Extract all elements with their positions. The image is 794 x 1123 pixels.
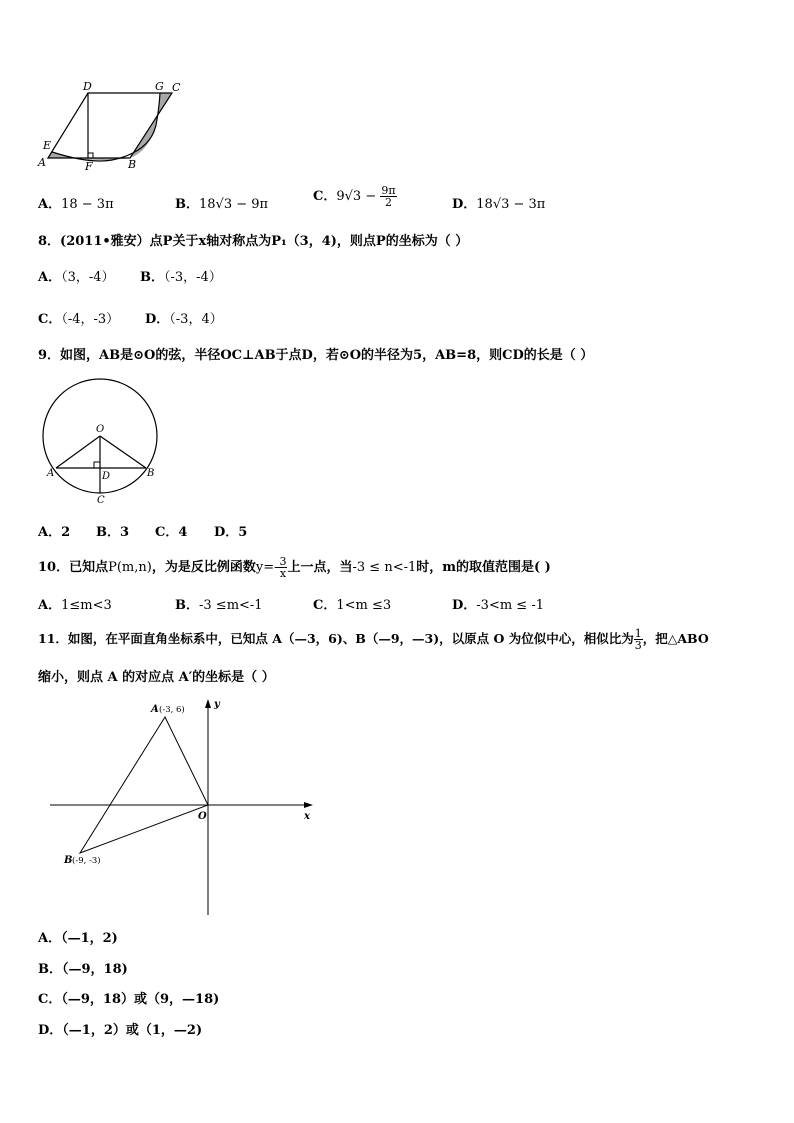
q8-option-c[interactable]: C．（-4，-3）: [38, 312, 120, 327]
label-a: A: [47, 468, 55, 479]
q10-option-a[interactable]: A．1≤m<3: [38, 598, 112, 613]
q8-option-b[interactable]: B．（-3，-4）: [140, 270, 222, 285]
label-a: A: [151, 704, 159, 715]
label-d: D: [83, 80, 92, 93]
q10-option-c[interactable]: C．1<m ≤3: [313, 598, 392, 613]
q9-option-b[interactable]: B．3: [96, 525, 130, 540]
q11-option-c[interactable]: C．（—9，18）或（9，—18): [38, 992, 220, 1007]
label-e: E: [43, 139, 52, 152]
label-o: O: [198, 811, 207, 822]
label-b-coord: (-9, -3): [72, 856, 101, 866]
q9-option-c[interactable]: C．4: [155, 525, 188, 540]
q8-option-a[interactable]: A．（3，-4）: [38, 270, 115, 285]
q7-option-c-fraction: $\frac{9\pi}{2}$: [381, 184, 396, 209]
label-c: C: [97, 495, 105, 506]
q11-option-b[interactable]: B．（—9，18): [38, 962, 128, 977]
label-b: B: [128, 158, 137, 171]
q9-text: 9．如图，AB是⊙O的弦，半径OC⊥AB于点D，若⊙O的半径为5，AB=8，则CD的长是（ ）: [38, 348, 594, 363]
x-axis-arrow: [304, 802, 313, 808]
axis-label-x: x: [304, 811, 310, 822]
q11-text-line1: 11．如图，在平面直角坐标系中，已知点 A（—3，6)、B（—9，—3)，以原点 O 为位似中心，相似比为 $\frac{1}{3}$ ，把△ABO: [38, 627, 709, 652]
label-f: F: [85, 160, 93, 173]
label-g: G: [155, 80, 164, 93]
label-c: C: [172, 81, 181, 94]
y-axis-arrow: [205, 699, 211, 708]
triangle-abo: [80, 717, 208, 853]
q7-option-d[interactable]: D．18√3 − 3π: [452, 197, 546, 212]
axis-label-y: y: [214, 699, 220, 710]
q11-option-d[interactable]: D．（—1，2）或（1，—2): [38, 1023, 203, 1038]
label-a: A: [38, 156, 46, 169]
label-a-coord: (-3, 6): [159, 705, 185, 715]
q11-fraction: $\frac{1}{3}$: [634, 627, 642, 652]
q10-option-b[interactable]: B．-3 ≤m<-1: [175, 598, 263, 613]
right-angle-mark-d: [94, 462, 100, 468]
q8-option-d[interactable]: D．（-3，4）: [145, 312, 223, 327]
q7-option-a[interactable]: A．18 − 3π: [38, 197, 114, 212]
label-b: B: [64, 855, 73, 866]
q11-option-a[interactable]: A．（—1，2): [38, 931, 118, 946]
q7-option-c[interactable]: C．9√3 − $\frac{9\pi}{2}$: [313, 184, 396, 209]
coordinate-figure: [45, 695, 325, 920]
q10-option-d[interactable]: D．-3<m ≤ -1: [452, 598, 544, 613]
q9-option-a[interactable]: A．2: [38, 525, 71, 540]
right-angle-mark: [88, 153, 93, 158]
parallelogram-figure: [30, 80, 190, 175]
q10-text: 10．已知点P(m,n)，为是反比例函数y=- $\frac{3}{x}$ 上一点，当-3 ≤ n<-1时，m的取值范围是( ): [38, 555, 551, 580]
q7-option-b[interactable]: B．18√3 − 9π: [175, 197, 269, 212]
q10-fraction: $\frac{3}{x}$: [279, 555, 287, 580]
q9-option-d[interactable]: D．5: [214, 525, 248, 540]
q11-text-line2: 缩小，则点 A 的对应点 A′的坐标是（ ）: [38, 670, 275, 685]
radius-oa: [56, 436, 100, 468]
label-b: B: [147, 468, 155, 479]
circle-figure: [38, 372, 164, 506]
radius-ob: [100, 436, 146, 468]
q8-text: 8．(2011•雅安）点P关于x轴对称点为P₁（3，4)，则点P的坐标为（ ）: [38, 234, 469, 249]
label-d: D: [102, 471, 111, 482]
label-o: O: [96, 424, 105, 435]
arc-ef-g: [52, 93, 160, 161]
